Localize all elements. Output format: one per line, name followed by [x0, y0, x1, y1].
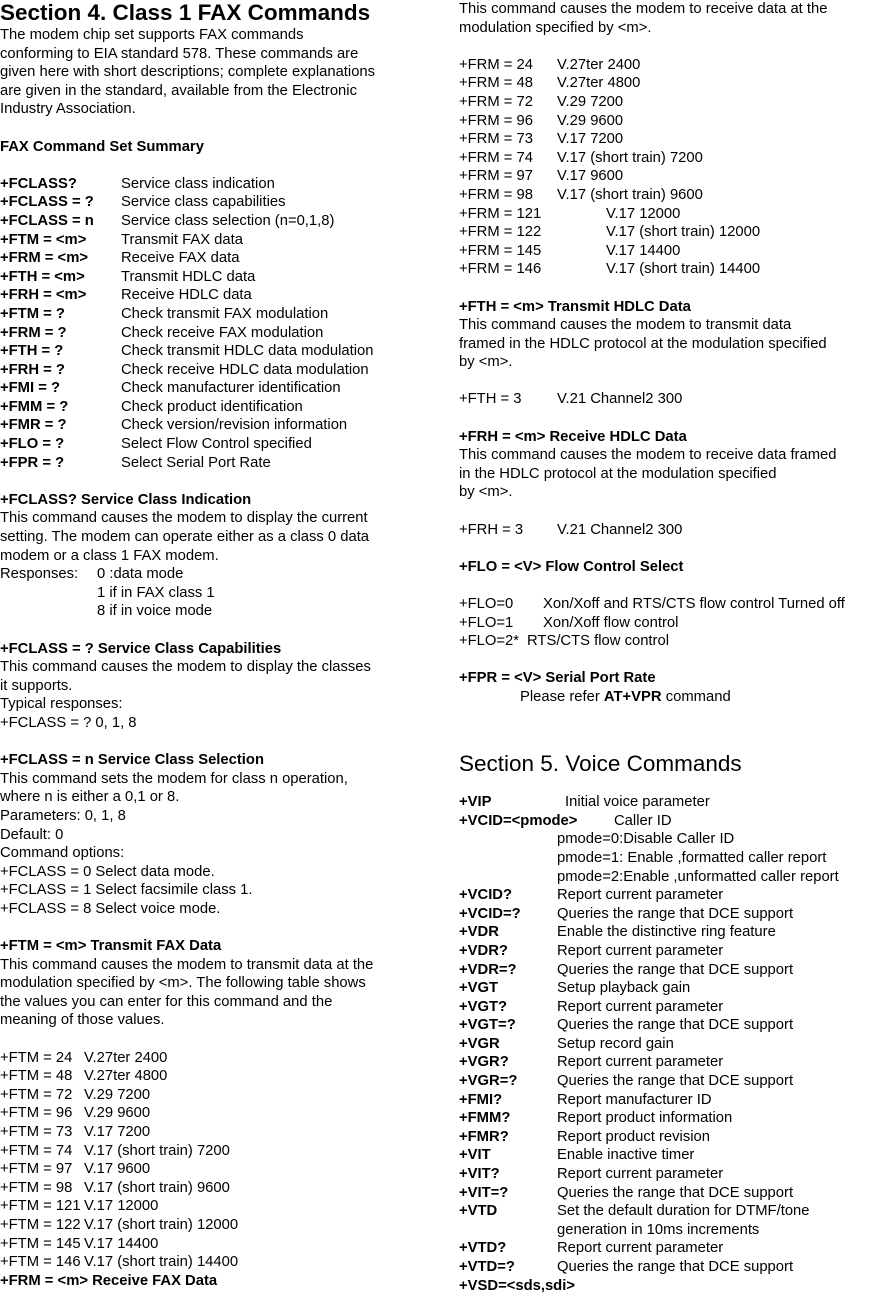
intro-line: Industry Association.	[0, 101, 136, 118]
modulation-code: +FTM = 24	[0, 1049, 73, 1066]
flow-description: Xon/Xoff flow control	[543, 614, 679, 631]
command-description: Check manufacturer identification	[121, 380, 341, 397]
modulation-code: +FRM = 74	[459, 149, 534, 166]
summary-row	[0, 454, 420, 473]
voice-row	[459, 1109, 874, 1128]
command-name: +VGT?	[459, 998, 508, 1015]
command-description: Check receive HDLC data modulation	[121, 361, 369, 378]
modulation-name: V.17 (short train) 7200	[557, 149, 703, 166]
section5-title: Section 5. Voice Commands	[459, 751, 742, 777]
command-description: Service class capabilities	[121, 194, 286, 211]
modulation-code: +FTM = 121	[0, 1198, 81, 1215]
body-line: +FCLASS = ? 0, 1, 8	[0, 714, 137, 731]
modulation-code: +FTM = 72	[0, 1086, 73, 1103]
command-name: +FMI?	[459, 1091, 503, 1108]
fclass-indication-heading: +FCLASS? Service Class Indication	[0, 491, 252, 508]
response-value: 1 if in FAX class 1	[97, 584, 215, 601]
command-name: +VDR=?	[459, 961, 517, 978]
summary-row	[0, 398, 420, 417]
body-line: framed in the HDLC protocol at the modulation specified	[459, 335, 827, 352]
modulation-code: +FRM = 96	[459, 112, 534, 129]
flo-heading: +FLO = <V> Flow Control Select	[459, 558, 684, 575]
modulation-code: +FTM = 74	[0, 1142, 73, 1159]
modulation-code: +FTM = 96	[0, 1105, 73, 1122]
modulation-name: V.17 9600	[557, 168, 624, 185]
summary-row	[0, 268, 420, 287]
fpr-note-text: Please refer	[520, 688, 604, 705]
voice-row	[459, 1146, 874, 1165]
command-description: Report manufacturer ID	[557, 1091, 712, 1108]
command-description: Initial voice parameter	[565, 794, 710, 811]
modulation-name: V.17 (short train) 12000	[606, 224, 761, 241]
command-name: +FTM = <m>	[0, 231, 87, 248]
command-name: +FMR = ?	[0, 417, 67, 434]
command-name: +VTD?	[459, 1240, 507, 1257]
command-description: Report current parameter	[557, 942, 724, 959]
modulation-name: V.21 Channel2 300	[557, 391, 683, 408]
frm-row	[459, 167, 874, 186]
command-name: +FCLASS = n	[0, 212, 94, 229]
right-column	[459, 0, 874, 1295]
body-line: modulation specified by <m>. The following table shows	[0, 975, 366, 992]
frm-row	[459, 205, 874, 224]
section4-title: Section 4. Class 1 FAX Commands	[0, 0, 371, 25]
summary-row	[0, 175, 420, 194]
body-line: in the HDLC protocol at the modulation specified	[459, 465, 777, 482]
voice-row	[459, 1258, 874, 1277]
summary-row	[0, 231, 420, 250]
command-name: +FMM?	[459, 1110, 511, 1127]
summary-row	[0, 305, 420, 324]
modulation-code: +FTM = 122	[0, 1217, 81, 1233]
command-description: Check transmit HDLC data modulation	[121, 343, 374, 360]
command-description: Service class indication	[121, 175, 275, 192]
modulation-name: V.27ter 4800	[557, 75, 641, 92]
command-name: +VIP	[459, 794, 492, 811]
flo-row	[459, 595, 874, 614]
flow-code: +FLO=1	[459, 614, 514, 631]
voice-row	[459, 1072, 874, 1091]
flo-row	[459, 614, 874, 633]
left-column	[0, 0, 420, 1290]
body-line: where n is either a 0,1 or 8.	[0, 789, 180, 806]
modulation-name: V.17 14400	[84, 1235, 159, 1252]
frm-row	[459, 242, 874, 261]
command-name: +FTH = ?	[0, 343, 64, 360]
command-name: +FPR = ?	[0, 454, 65, 471]
command-name: +FRM = <m>	[0, 250, 88, 267]
ftm-row	[0, 1235, 420, 1254]
body-line: +FCLASS = 0 Select data mode.	[0, 863, 215, 880]
body-line: by <m>.	[459, 484, 513, 501]
modulation-name: V.29 7200	[557, 93, 624, 110]
modulation-name: V.17 7200	[84, 1124, 151, 1141]
body-line: modem or a class 1 FAX modem.	[0, 547, 219, 564]
summary-row	[0, 379, 420, 398]
body-line: Typical responses:	[0, 696, 123, 713]
intro-line: The modem chip set supports FAX commands	[0, 27, 304, 43]
ftm-heading: +FTM = <m> Transmit FAX Data	[0, 938, 222, 955]
command-description: Queries the range that DCE support	[557, 1184, 794, 1201]
modulation-code: +FTM = 145	[0, 1235, 81, 1252]
modulation-code: +FRM = 73	[459, 131, 534, 148]
command-name: +VCID=<pmode>	[459, 812, 578, 829]
command-name: +FTM = ?	[0, 305, 65, 322]
modulation-name: V.17 (short train) 14400	[606, 261, 761, 278]
command-name: +FMI = ?	[0, 380, 61, 397]
ftm-row	[0, 1197, 420, 1216]
frm-row	[459, 260, 874, 279]
command-description: Enable the distinctive ring feature	[557, 924, 776, 941]
command-description: Report current parameter	[557, 1166, 724, 1183]
command-description: Receive HDLC data	[121, 287, 252, 304]
flow-description: Xon/Xoff and RTS/CTS flow control Turned off	[543, 596, 845, 612]
body-line: it supports.	[0, 677, 73, 694]
frm-row	[459, 56, 874, 75]
ftm-row	[0, 1216, 420, 1235]
command-description: Enable inactive timer	[557, 1147, 695, 1164]
frm-row	[459, 74, 874, 93]
flow-code: +FLO=0	[459, 596, 514, 612]
frm-table	[459, 56, 874, 279]
body-line: meaning of those values.	[0, 1012, 165, 1029]
modulation-code: +FRM = 48	[459, 75, 534, 92]
body-line: +FCLASS = 1 Select facsimile class 1.	[0, 882, 253, 899]
modulation-code: +FTH = 3	[459, 391, 522, 408]
voice-row	[459, 961, 874, 980]
command-name: +VGT	[459, 980, 499, 997]
command-description: Receive FAX data	[121, 250, 240, 267]
voice-row	[459, 1184, 874, 1203]
command-description: Caller ID	[614, 812, 672, 829]
modulation-code: +FTM = 98	[0, 1179, 73, 1196]
command-name: +FRM = ?	[0, 324, 67, 341]
command-name: +VGT=?	[459, 1017, 516, 1034]
frh-heading: +FRH = <m> Receive HDLC Data	[459, 428, 687, 445]
command-name: +VIT	[459, 1147, 491, 1164]
ftm-row	[0, 1049, 420, 1068]
voice-row	[459, 1053, 874, 1072]
voice-row	[459, 1016, 874, 1035]
command-name: +VIT=?	[459, 1184, 509, 1201]
command-description: Check version/revision information	[121, 417, 348, 434]
modulation-name: V.27ter 2400	[84, 1049, 168, 1066]
body-line: This command causes the modem to receive data framed	[459, 447, 837, 464]
intro-line: are given in the standard, available from the Electronic	[0, 82, 357, 99]
frm-row	[459, 93, 874, 112]
pmode-line: pmode=0:Disable Caller ID	[557, 831, 735, 848]
flow-code: +FLO=2*	[459, 633, 520, 650]
frm-row	[459, 186, 874, 205]
command-description: Queries the range that DCE support	[557, 1073, 794, 1090]
modulation-code: +FTM = 48	[0, 1068, 73, 1085]
modulation-name: V.17 14400	[606, 242, 681, 259]
modulation-name: V.29 9600	[84, 1105, 151, 1122]
voice-row	[459, 923, 874, 942]
modulation-code: +FRM = 145	[459, 242, 542, 259]
command-name: +FRH = <m>	[0, 287, 87, 304]
modulation-name: V.17 (short train) 12000	[84, 1217, 239, 1233]
voice-row	[459, 1202, 874, 1221]
responses-label: Responses:	[0, 566, 79, 583]
ftm-row	[0, 1086, 420, 1105]
command-description: Queries the range that DCE support	[557, 961, 794, 978]
command-name: +FMM = ?	[0, 398, 69, 415]
modulation-code: +FTM = 73	[0, 1124, 73, 1141]
body-line: the values you can enter for this command and the	[0, 993, 333, 1010]
command-name: +VGR?	[459, 1054, 509, 1071]
modulation-code: +FTM = 146	[0, 1254, 81, 1271]
ftm-row	[0, 1179, 420, 1198]
command-description: Select Flow Control specified	[121, 436, 312, 453]
summary-row	[0, 435, 420, 454]
modulation-name: V.17 12000	[606, 205, 681, 222]
body-line: This command causes the modem to display the current	[0, 510, 368, 527]
modulation-code: +FRM = 72	[459, 93, 534, 110]
command-description-cont: generation in 10ms increments	[557, 1221, 760, 1238]
command-name: +VDR?	[459, 942, 508, 959]
modulation-code: +FRM = 24	[459, 56, 534, 73]
ftm-table	[0, 1049, 420, 1272]
body-line: This command causes the modem to receive data at the	[459, 1, 828, 17]
intro-line: conforming to EIA standard 578. These commands are	[0, 45, 359, 62]
command-name: +FMR?	[459, 1128, 509, 1145]
ftm-row	[0, 1123, 420, 1142]
summary-heading: FAX Command Set Summary	[0, 138, 204, 155]
body-line: This command sets the modem for class n operation,	[0, 770, 348, 787]
command-description: Set the default duration for DTMF/tone	[557, 1203, 810, 1220]
fth-heading: +FTH = <m> Transmit HDLC Data	[459, 298, 691, 315]
modulation-code: +FRM = 122	[459, 224, 542, 241]
command-name: +FLO = ?	[0, 436, 65, 453]
responses-row	[0, 565, 420, 584]
fclass-capabilities-heading: +FCLASS = ? Service Class Capabilities	[0, 640, 282, 657]
body-line: Command options:	[0, 845, 125, 862]
command-name: +FCLASS = ?	[0, 194, 94, 211]
command-name: +FTH = <m>	[0, 268, 85, 285]
modulation-name: V.29 7200	[84, 1086, 151, 1103]
command-description: Setup playback gain	[557, 980, 691, 997]
fth-row	[459, 390, 874, 409]
voice-command-table	[459, 886, 874, 1295]
ftm-row	[0, 1104, 420, 1123]
command-description: Check receive FAX modulation	[121, 324, 324, 341]
command-description: Check transmit FAX modulation	[121, 305, 329, 322]
frm-row	[459, 223, 874, 242]
modulation-name: V.17 (short train) 9600	[84, 1179, 230, 1196]
summary-row	[0, 361, 420, 380]
command-description: Report current parameter	[557, 1054, 724, 1071]
voice-row	[459, 886, 874, 905]
command-name: +VDR	[459, 924, 499, 941]
ftm-row	[0, 1067, 420, 1086]
frm-row	[459, 112, 874, 131]
fpr-command-ref: AT+VPR	[603, 688, 662, 705]
voice-row	[459, 1165, 874, 1184]
voice-row	[459, 942, 874, 961]
command-description: Transmit FAX data	[121, 231, 243, 248]
command-name: +VCID?	[459, 887, 513, 904]
fclass-selection-heading: +FCLASS = n Service Class Selection	[0, 752, 264, 769]
fpr-note-text: command	[661, 688, 731, 705]
modulation-name: V.17 (short train) 7200	[84, 1142, 230, 1159]
frm-row	[459, 130, 874, 149]
modulation-name: V.17 9600	[84, 1161, 151, 1178]
command-description: Check product identification	[121, 398, 303, 415]
voice-row	[459, 998, 874, 1017]
intro-line: given here with short descriptions; complete explanations	[0, 64, 376, 81]
summary-row	[0, 324, 420, 343]
command-description: Queries the range that DCE support	[557, 905, 794, 922]
command-description: Report current parameter	[557, 1240, 724, 1257]
command-description: Transmit HDLC data	[121, 268, 256, 285]
pmode-line: pmode=1: Enable ,formatted caller report	[557, 849, 827, 866]
voice-row	[459, 812, 874, 831]
flow-description: RTS/CTS flow control	[527, 633, 669, 650]
body-line: modulation specified by <m>.	[459, 19, 652, 36]
voice-row	[459, 1035, 874, 1054]
body-line: This command causes the modem to transmit data	[459, 317, 792, 334]
summary-row	[0, 342, 420, 361]
body-line: by <m>.	[459, 354, 513, 371]
summary-row	[0, 193, 420, 212]
frh-row	[459, 521, 874, 540]
flo-row	[459, 632, 874, 651]
body-line: This command causes the modem to transmit data at the	[0, 956, 374, 973]
response-value: 0 :data mode	[97, 566, 184, 583]
voice-row	[459, 1091, 874, 1110]
summary-row	[0, 416, 420, 435]
fpr-heading: +FPR = <V> Serial Port Rate	[459, 670, 656, 687]
modulation-name: V.17 (short train) 14400	[84, 1254, 239, 1271]
command-name: +VGR	[459, 1035, 500, 1052]
voice-row	[459, 905, 874, 924]
voice-row	[459, 979, 874, 998]
modulation-code: +FRM = 98	[459, 186, 534, 203]
body-line: +FCLASS = 8 Select voice mode.	[0, 900, 221, 917]
voice-row	[459, 1239, 874, 1258]
body-line: Parameters: 0, 1, 8	[0, 807, 126, 824]
fpr-note	[459, 688, 874, 707]
voice-row	[459, 1128, 874, 1147]
frm-row	[459, 149, 874, 168]
command-description: Report current parameter	[557, 887, 724, 904]
command-description: Report current parameter	[557, 998, 724, 1015]
ftm-row	[0, 1160, 420, 1179]
modulation-name: V.17 7200	[557, 131, 624, 148]
intro-paragraph	[0, 26, 420, 119]
modulation-name: V.27ter 2400	[557, 56, 641, 73]
summary-row	[0, 212, 420, 231]
modulation-code: +FRM = 146	[459, 261, 542, 278]
command-description: Queries the range that DCE support	[557, 1259, 794, 1275]
ftm-row	[0, 1253, 420, 1272]
summary-table	[0, 175, 420, 473]
summary-row	[0, 286, 420, 305]
summary-row	[0, 249, 420, 268]
body-line: setting. The modem can operate either as a class 0 data	[0, 529, 370, 546]
voice-row	[459, 793, 874, 812]
command-name: +VCID=?	[459, 905, 521, 922]
modulation-name: V.27ter 4800	[84, 1068, 168, 1085]
modulation-code: +FRM = 97	[459, 168, 534, 185]
pmode-line: pmode=2:Enable ,unformatted caller report	[557, 868, 839, 885]
command-name: +FRH = ?	[0, 361, 65, 378]
command-name: +VIT?	[459, 1166, 500, 1183]
modulation-name: V.17 12000	[84, 1198, 159, 1215]
modulation-code: +FRM = 121	[459, 205, 542, 222]
command-description: Setup record gain	[557, 1035, 674, 1052]
response-value: 8 if in voice mode	[97, 603, 213, 620]
command-name: +VSD=<sds,sdi>	[459, 1277, 575, 1294]
body-line: This command causes the modem to display the classes	[0, 659, 371, 676]
command-description: Queries the range that DCE support	[557, 1017, 794, 1034]
frm-heading: +FRM = <m> Receive FAX Data	[0, 1272, 218, 1289]
ftm-row	[0, 1142, 420, 1161]
modulation-code: +FTM = 97	[0, 1161, 73, 1178]
command-description: Report product revision	[557, 1128, 710, 1145]
command-name: +FCLASS?	[0, 175, 77, 192]
modulation-name: V.21 Channel2 300	[557, 521, 683, 538]
modulation-name: V.17 (short train) 9600	[557, 186, 703, 203]
modulation-code: +FRH = 3	[459, 521, 524, 538]
body-line: Default: 0	[0, 826, 64, 843]
command-description: Service class selection (n=0,1,8)	[121, 212, 335, 229]
command-name: +VGR=?	[459, 1073, 518, 1090]
command-description: Select Serial Port Rate	[121, 454, 271, 471]
command-name: +VTD=?	[459, 1259, 515, 1275]
command-description: Report product information	[557, 1110, 733, 1127]
modulation-name: V.29 9600	[557, 112, 624, 129]
command-name: +VTD	[459, 1203, 498, 1220]
